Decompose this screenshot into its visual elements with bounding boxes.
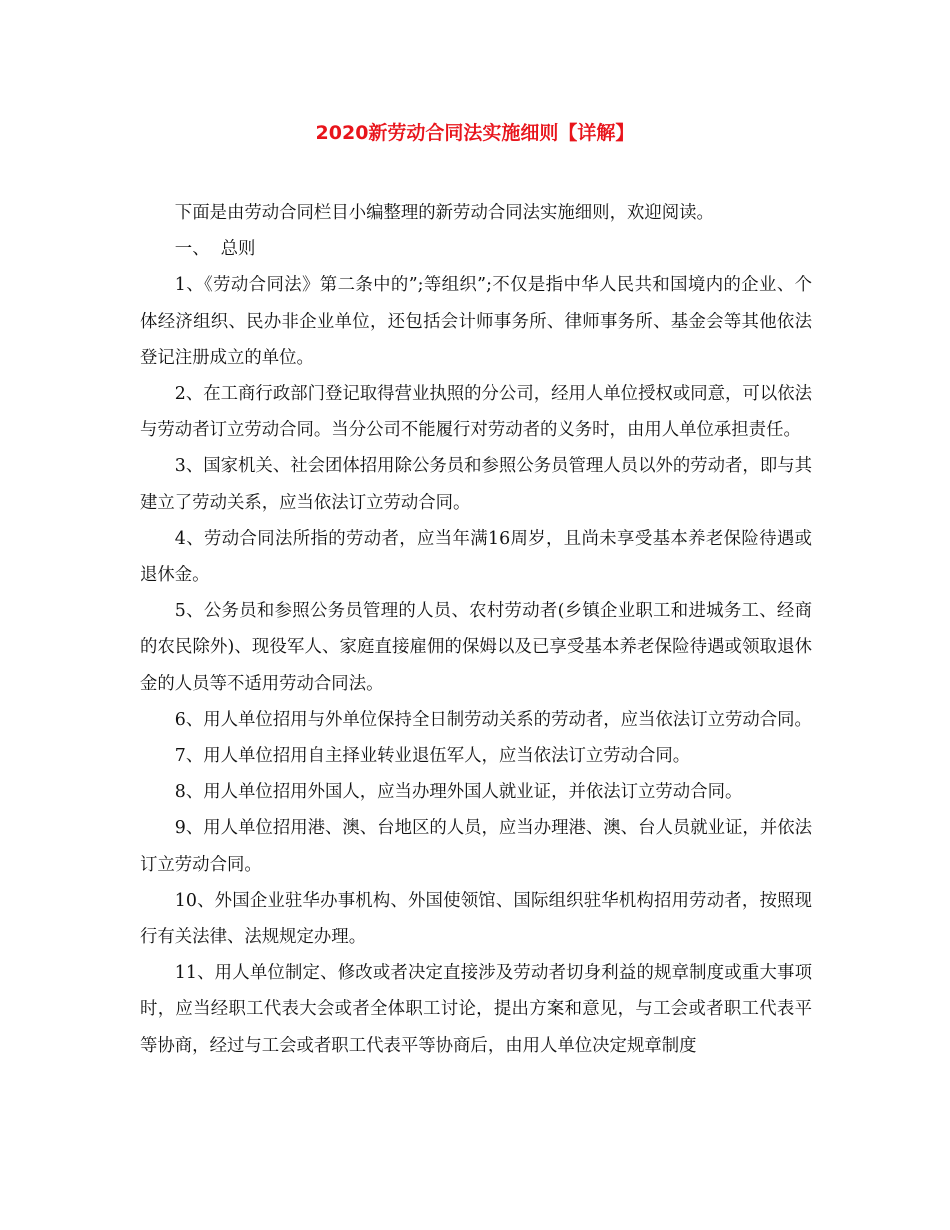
article-paragraph-9: 9、用人单位招用港、澳、台地区的人员，应当办理港、澳、台人员就业证，并依法订立劳动合同。 bbox=[140, 818, 812, 875]
article-paragraph-10: 10、外国企业驻华办事机构、外国使领馆、国际组织驻华机构招用劳动者，按照现行有关法律、法规规定办理。 bbox=[140, 890, 812, 948]
article-paragraph-6: 6、用人单位招用与外单位保持全日制劳动关系的劳动者，应当依法订立劳动合同。 bbox=[174, 709, 812, 730]
article-paragraph-11: 11、用人单位制定、修改或者决定直接涉及劳动者切身利益的规章制度或重大事项时，应当经职工代表大会或者全体职工讨论，提出方案和意见，与工会或者职工代表平等协商，经过与工会或者职工代表平等协商后，由用人单位决定规章制度 bbox=[140, 963, 812, 1056]
article-paragraph-3: 3、国家机关、社会团体招用除公务员和参照公务员管理人员以外的劳动者，即与其建立了劳动关系，应当依法订立劳动合同。 bbox=[140, 456, 812, 513]
article-paragraph-4: 4、劳动合同法所指的劳动者，应当年满16周岁，且尚未享受基本养老保险待遇或退休金。 bbox=[140, 528, 812, 586]
article-paragraph-1: 1、《劳动合同法》第二条中的”;等组织”;不仅是指中华人民共和国境内的企业、个体经济组织、民办非企业单位，还包括会计师事务所、律师事务所、基金会等其他依法登记注册成立的单位。 bbox=[140, 275, 812, 368]
article-paragraph-5: 5、公务员和参照公务员管理的人员、农村劳动者(乡镇企业职工和进城务工、经商的农民除外)、现役军人、家庭直接雇佣的保姆以及已享受基本养老保险待遇或领取退休金的人员等不适用劳动合同法。 bbox=[140, 601, 812, 694]
article-paragraph-7: 7、用人单位招用自主择业转业退伍军人，应当依法订立劳动合同。 bbox=[174, 746, 691, 767]
article-paragraph-8: 8、用人单位招用外国人，应当办理外国人就业证，并依法订立劳动合同。 bbox=[174, 782, 743, 803]
document-body bbox=[140, 195, 812, 1064]
section-heading: 一、 总则 bbox=[174, 239, 256, 260]
intro-paragraph: 下面是由劳动合同栏目小编整理的新劳动合同法实施细则，欢迎阅读。 bbox=[174, 203, 714, 223]
article-paragraph-2: 2、在工商行政部门登记取得营业执照的分公司，经用人单位授权或同意，可以依法与劳动者订立劳动合同。当分公司不能履行对劳动者的义务时，由用人单位承担责任。 bbox=[140, 384, 812, 441]
document-title: 2020新劳动合同法实施细则【详解】 bbox=[315, 122, 635, 144]
